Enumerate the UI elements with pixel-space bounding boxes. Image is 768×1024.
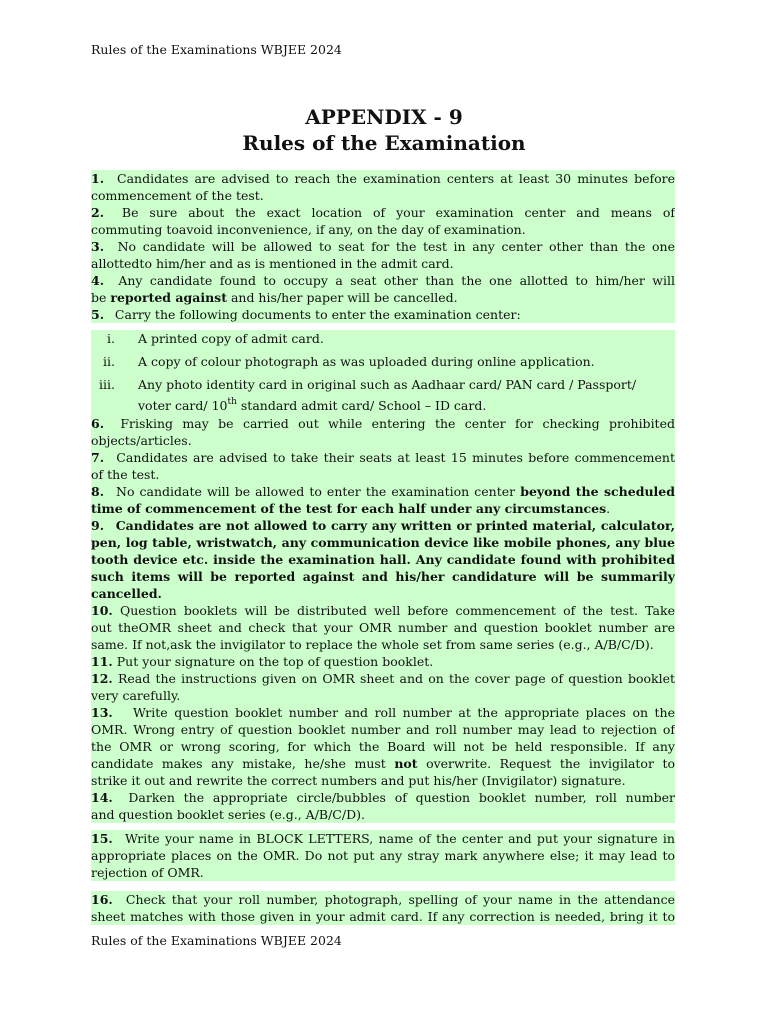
rules-block-1: [91, 170, 675, 323]
rule-7-cont: of the test.: [91, 467, 160, 482]
rule-16: 16. Check that your roll number, photograph, spelling of your name in the attendance: [91, 892, 675, 907]
rule-13-cont-4: strike it out and rewrite the correct numbers and put his/her (Invigilator) signature.: [91, 773, 626, 788]
rule-8: 8. No candidate will be allowed to enter the examination center beyond the scheduled: [91, 484, 675, 499]
rule-6: 6. Frisking may be carried out while entering the center for checking prohibited: [91, 416, 675, 431]
rule-1-cont: commencement of the test.: [91, 188, 264, 203]
doc-item-2: ii. A copy of colour photograph as was uploaded during online application.: [103, 354, 595, 369]
rule-10-cont-1: out theOMR sheet and check that your OMR number and question booklet number are: [91, 620, 675, 635]
rule-14-cont: and question booklet series (e.g., A/B/C/D).: [91, 807, 365, 822]
rule-2-cont: commuting toavoid inconvenience, if any, on the day of examination.: [91, 222, 526, 237]
rule-13-cont-2: the OMR or wrong scoring, for which the Board will not be held responsible. If any: [91, 739, 675, 754]
rule-16-cont: sheet matches with those given in your admit card. If any correction is needed, bring it to: [91, 909, 675, 924]
rule-15: 15. Write your name in BLOCK LETTERS, name of the center and put your signature in: [91, 831, 675, 846]
rule-6-cont: objects/articles.: [91, 433, 192, 448]
rule-10: 10. Question booklets will be distributed well before commencement of the test. Take: [91, 603, 675, 618]
rule-11: 11. Put your signature on the top of question booklet.: [91, 654, 434, 669]
rule-13-cont-3: candidate makes any mistake, he/she must not overwrite. Request the invigilator to: [91, 756, 675, 771]
rule-9-cont-3: such items will be reported against and his/her candidature will be summarily: [91, 569, 675, 584]
rule-14: 14. Darken the appropriate circle/bubbles of question booklet number, roll number: [91, 790, 675, 805]
rule-4-cont: be reported against and his/her paper will be cancelled.: [91, 290, 458, 305]
rules-block-2: [91, 330, 675, 823]
appendix-title: APPENDIX - 9: [305, 105, 463, 129]
rule-7: 7. Candidates are advised to take their seats at least 15 minutes before commencement: [91, 450, 675, 465]
rule-15-cont-1: appropriate places on the OMR. Do not put any stray mark anywhere else; it may lead to: [91, 848, 675, 863]
rule-13-cont-1: OMR. Wrong entry of question booklet number and roll number may lead to rejection of: [91, 722, 675, 737]
rule-3-cont: allottedto him/her and as is mentioned in the admit card.: [91, 256, 454, 271]
rule-12: 12. Read the instructions given on OMR sheet and on the cover page of question booklet: [91, 671, 675, 686]
doc-item-1: i. A printed copy of admit card.: [107, 331, 324, 346]
rule-4: 4. Any candidate found to occupy a seat other than the one allotted to him/her will: [91, 273, 675, 288]
rule-9-cont-4: cancelled.: [91, 586, 162, 601]
rule-1: 1. Candidates are advised to reach the examination centers at least 30 minutes before: [91, 171, 675, 186]
page-footer: Rules of the Examinations WBJEE 2024: [91, 933, 342, 948]
rule-10-cont-2: same. If not,ask the invigilator to replace the whole set from same series (e.g., A/B/C/D).: [91, 637, 654, 652]
rule-12-cont: very carefully.: [91, 688, 181, 703]
doc-item-3: iii. Any photo identity card in original such as Aadhaar card/ PAN card / Passport/ voter card/ 10th standard admit card/ School – ID card.: [99, 377, 637, 413]
rule-5: 5. Carry the following documents to enter the examination center:: [91, 307, 521, 322]
rule-9-cont-1: pen, log table, wristwatch, any communication device like mobile phones, any blue: [91, 535, 675, 550]
rule-3: 3. No candidate will be allowed to seat for the test in any center other than the one: [91, 239, 675, 254]
rules-title: Rules of the Examination: [242, 131, 526, 155]
page-header: Rules of the Examinations WBJEE 2024: [91, 42, 342, 57]
rule-13: 13. Write question booklet number and roll number at the appropriate places on the: [91, 705, 675, 720]
rule-15-cont-2: rejection of OMR.: [91, 865, 204, 880]
rule-2: 2. Be sure about the exact location of your examination center and means of: [91, 205, 675, 220]
rule-9-cont-2: tooth device etc. inside the examination hall. Any candidate found with prohibited: [91, 552, 675, 567]
rules-block-4: [91, 891, 675, 925]
rules-block-3: [91, 830, 675, 881]
rule-8-cont: time of commencement of the test for each half under any circumstances.: [91, 501, 611, 516]
rule-9: 9. Candidates are not allowed to carry any written or printed material, calculator,: [91, 518, 675, 533]
